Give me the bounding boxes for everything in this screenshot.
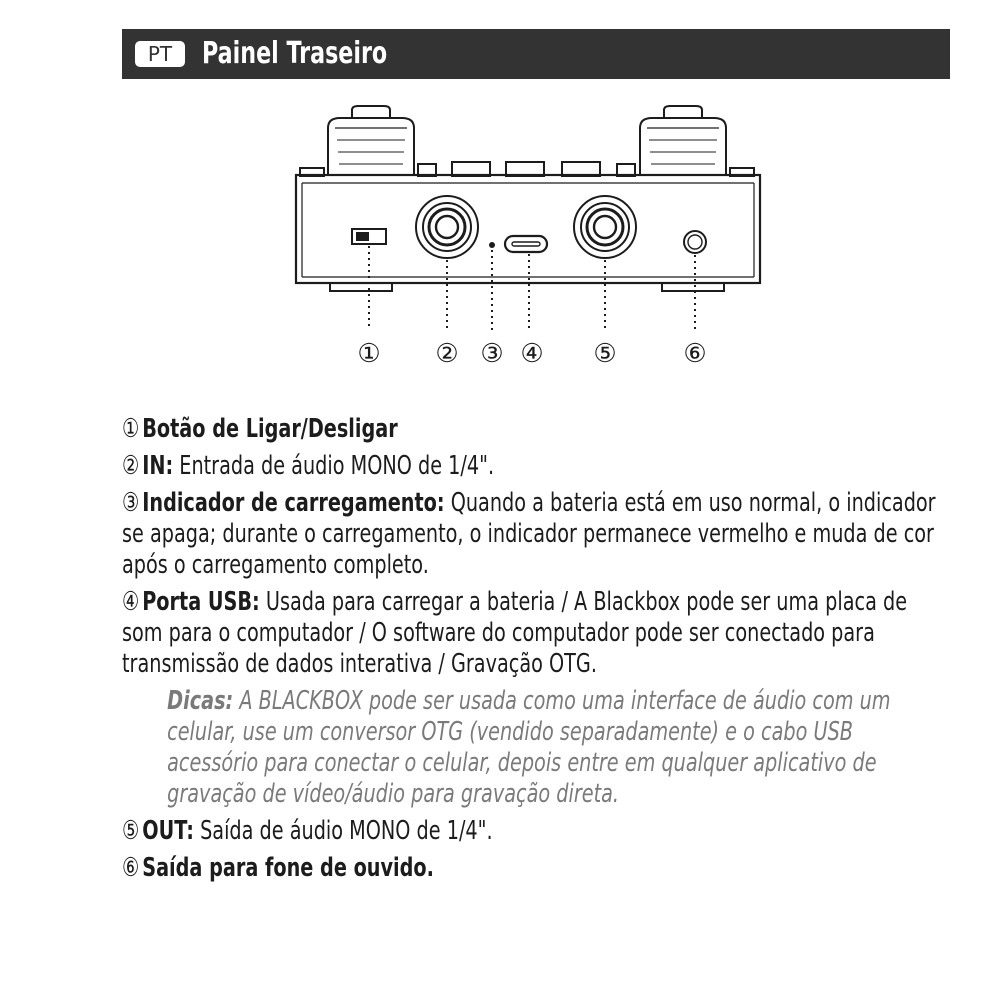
tips-note (167, 686, 936, 810)
item-number: ⑥ (122, 853, 140, 883)
item-number: ⑤ (122, 816, 140, 846)
item-text: Usada para carregar a bateria / A Blackbox pode ser uma placa de som para o computador / O software do computador pode ser conectado para transmissão de dados interativa / Gravação OTG. (122, 587, 908, 679)
item-number: ① (122, 414, 140, 444)
item-label: Botão de Ligar/Desligar (142, 414, 398, 444)
item-label: Indicador de carregamento: (142, 488, 445, 518)
item-number: ④ (122, 587, 140, 617)
description-list (122, 414, 936, 890)
section-title: Painel Traseiro (202, 36, 388, 71)
tips-label: Dicas: (167, 686, 234, 716)
right-knob-illustration (640, 106, 726, 175)
item-label: OUT: (142, 816, 194, 846)
tips-text: A BLACKBOX pode ser usada como uma interface de áudio com um celular, use um conversor OTG (vendido separadamente) e o cabo USB acessório para conectar o celular, depois entre em qualquer aplicativo de gravação de vídeo/áudio para gravação direta. (167, 686, 891, 809)
item-text: Quando a bateria está em uso normal, o indicador se apaga; durante o carregamento, o indicador permanece vermelho e muda de cor após o carregamento completo. (122, 488, 936, 580)
list-item-in (122, 451, 936, 482)
list-item-usb-port (122, 587, 936, 680)
callout-1: ① (357, 339, 381, 369)
list-item-headphone (122, 853, 936, 884)
item-text: Saída de áudio MONO de 1/4". (193, 816, 493, 846)
list-item-charge-indicator (122, 488, 936, 581)
callout-2: ② (435, 339, 459, 369)
item-text: Entrada de áudio MONO de 1/4". (173, 451, 495, 481)
list-item-power (122, 414, 936, 445)
callout-6: ⑥ (683, 339, 707, 369)
callout-4: ④ (520, 339, 544, 369)
item-label: Saída para fone de ouvido. (142, 853, 434, 883)
rear-panel-diagram (0, 0, 1000, 400)
list-item-out (122, 816, 936, 847)
item-label: IN: (142, 451, 174, 481)
item-number: ③ (122, 488, 140, 518)
left-knob-illustration (328, 106, 414, 175)
language-badge: PT (135, 41, 185, 67)
callout-5: ⑤ (593, 339, 617, 369)
callout-3: ③ (480, 339, 504, 369)
item-number: ② (122, 451, 140, 481)
item-label: Porta USB: (142, 587, 260, 617)
